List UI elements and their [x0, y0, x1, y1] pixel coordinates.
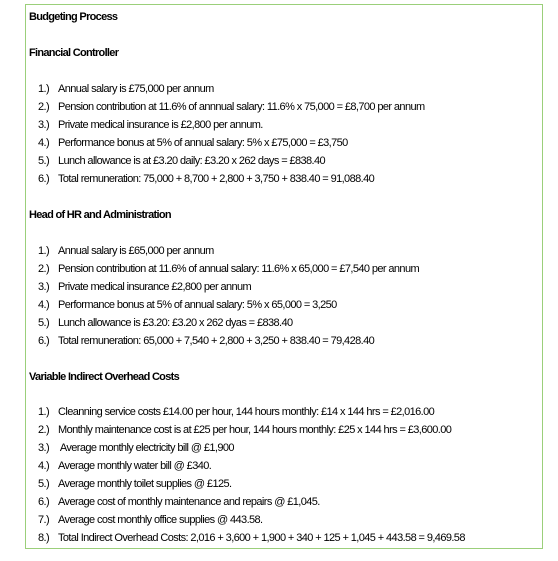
list-item: 6.) Average cost of monthly maintenance and repairs @ £1,045.: [38, 496, 320, 508]
document-title: Budgeting Process: [29, 11, 118, 23]
list-item: 4.) Performance bonus at 5% of annual salary: 5% x 65,000 = 3,250: [38, 299, 337, 311]
list-item: 1.) Annual salary is £75,000 per annum: [38, 83, 214, 95]
list-item: 4.) Average monthly water bill @ £340.: [38, 460, 212, 472]
section-heading-financial-controller: Financial Controller: [29, 47, 119, 59]
list-item: 3.) Private medical insurance £2,800 per annum: [38, 281, 252, 293]
list-item: 8.) Total Indirect Overhead Costs: 2,016 + 3,600 + 1,900 + 340 + 125 + 1,045 + 443.58 = 9,469.58: [38, 532, 465, 544]
list-item: 7.) Average cost monthly office supplies @ 443.58.: [38, 514, 263, 526]
list-item: 1.) Annual salary is £65,000 per annum: [38, 245, 214, 257]
list-item: 2.) Pension contribution at 11.6% of annnual salary: 11.6% x 75,000 = £8,700 per annum: [38, 101, 425, 113]
list-item: 6.) Total remuneration: 75,000 + 8,700 + 2,800 + 3,750 + 838.40 = 91,088.40: [38, 173, 375, 185]
list-item: 3.) Private medical insurance is £2,800 per annum.: [38, 119, 263, 131]
list-item: 4.) Performance bonus at 5% of annual salary: 5% x £75,000 = £3,750: [38, 137, 348, 149]
list-item: 2.) Pension contribution at 11.6% of annual salary: 11.6% x 65,000 = £7,540 per annum: [38, 263, 420, 275]
list-item: 3.) Average monthly electricity bill @ £1,900: [38, 442, 234, 454]
list-item: 5.) Lunch allowance is £3.20: £3.20 x 262 dyas = £838.40: [38, 317, 293, 329]
list-item: 5.) Average monthly toilet supplies @ £125.: [38, 478, 232, 490]
list-item: 1.) Cleanning service costs £14.00 per hour, 144 hours monthly: £14 x 144 hrs = £2,016.00: [38, 406, 435, 418]
section-heading-variable-indirect-overhead: Variable Indirect Overhead Costs: [29, 371, 180, 383]
section-heading-head-of-hr: Head of HR and Administration: [29, 209, 171, 221]
list-item: 6.) Total remuneration: 65,000 + 7,540 + 2,800 + 3,250 + 838.40 = 79,428.40: [38, 335, 375, 347]
list-item: 2.) Monthly maintenance cost is at £25 per hour, 144 hours monthly: £25 x 144 hrs = £3,600.00: [38, 424, 452, 436]
list-item: 5.) Lunch allowance is at £3.20 daily: £3.20 x 262 days = £838.40: [38, 155, 326, 167]
